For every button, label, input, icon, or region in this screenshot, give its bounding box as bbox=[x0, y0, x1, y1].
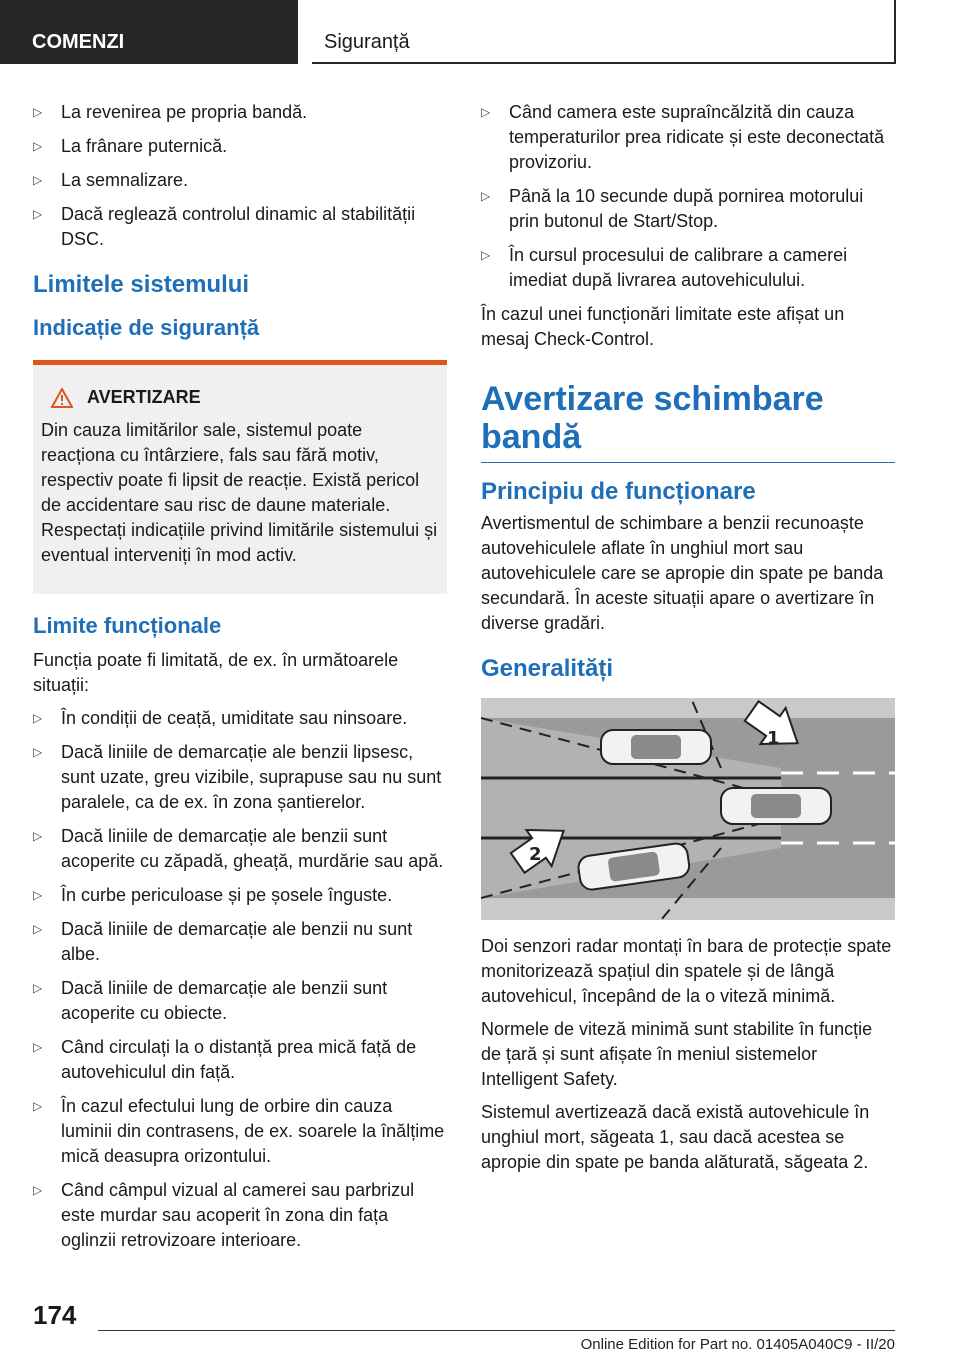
warning-paragraph: Sistemul avertizează dacă există autovehicule în unghiul mort, săgeata 1, sau dacă acestea se apropie din spate pe banda alăturată, săgeata 2. bbox=[481, 1102, 870, 1172]
list-item: ▷ Când câmpul vizual al camerei sau parbrizul este murdar sau acoperit în zona din fața oglinzii retrovizoare interioare. bbox=[33, 1180, 415, 1250]
left-column bbox=[33, 100, 447, 1262]
triangle-bullet-icon: ▷ bbox=[33, 139, 43, 153]
bullet-list-top bbox=[33, 100, 447, 252]
arrow-1-label: 1 bbox=[767, 728, 780, 749]
list-item: ▷ Când circulați la o distanță prea mică față de autovehiculul din față. bbox=[33, 1037, 417, 1082]
right-column bbox=[481, 100, 895, 1183]
triangle-bullet-icon: ▷ bbox=[481, 105, 491, 119]
triangle-bullet-icon: ▷ bbox=[33, 1183, 43, 1197]
list-item: ▷ În cursul procesului de calibrare a camerei imediat după livrarea autovehiculului. bbox=[481, 245, 848, 290]
list-item: ▷ Dacă liniile de demarcație ale benzii nu sunt albe. bbox=[33, 919, 413, 964]
warning-text: Din cauza limitărilor sale, sistemul poate reacționa cu întârziere, fals sau fără motiv, respectiv poate fi lipsit de reacție. Există pericol de accidentare sau risc de daune materiale. Respectați indicațiile privind limitările sistemului și eventual interveniți în mod activ. bbox=[41, 420, 438, 565]
heading-general: Generalități bbox=[481, 655, 614, 682]
list-item: ▷ În condiții de ceață, umiditate sau ninsoare. bbox=[33, 706, 447, 731]
lane-change-illustration bbox=[481, 698, 895, 920]
principle-text: Avertismentul de schimbare a benzii recunoaște autovehiculele aflate în unghiul mort sau autovehiculele care se apropie din spate pe banda secundară. În aceste situații apare o avertizare în diverse gradări. bbox=[481, 513, 884, 633]
list-item: ▷ Dacă liniile de demarcație ale benzii lipsesc, sunt uzate, greu vizibile, suprapuse sau nu sunt paralele, ca de ex. în zona șantierelor. bbox=[33, 742, 442, 812]
list-item: ▷ La semnalizare. bbox=[33, 168, 447, 193]
triangle-bullet-icon: ▷ bbox=[33, 922, 43, 936]
heading-principle: Principiu de funcționare bbox=[481, 478, 756, 505]
triangle-bullet-icon: ▷ bbox=[33, 1040, 43, 1054]
functional-intro: Funcția poate fi limitată, de ex. în următoarele situații: bbox=[33, 650, 399, 695]
warning-box bbox=[33, 360, 447, 594]
triangle-bullet-icon: ▷ bbox=[33, 105, 43, 119]
warning-title: AVERTIZARE bbox=[41, 385, 439, 410]
triangle-bullet-icon: ▷ bbox=[33, 745, 43, 759]
footer-divider bbox=[98, 1330, 895, 1331]
list-item: ▷ Până la 10 secunde după pornirea motorului prin butonul de Start/Stop. bbox=[481, 186, 864, 231]
list-item: ▷ Dacă liniile de demarcație ale benzii sunt acoperite cu zăpadă, gheață, murdărie sau apă. bbox=[33, 826, 444, 871]
list-item: ▷ Dacă liniile de demarcație ale benzii sunt acoperite cu obiecte. bbox=[33, 978, 388, 1023]
bullet-list-functional bbox=[33, 706, 447, 1253]
list-item: ▷ La frânare puternică. bbox=[33, 134, 447, 159]
heading-lane-change-warning: Avertizare schimbare bandă bbox=[481, 380, 895, 463]
road-diagram bbox=[481, 698, 895, 920]
triangle-bullet-icon: ▷ bbox=[33, 888, 43, 902]
triangle-bullet-icon: ▷ bbox=[33, 1099, 43, 1113]
triangle-bullet-icon: ▷ bbox=[33, 829, 43, 843]
header-separator bbox=[298, 0, 312, 64]
bullet-list-right bbox=[481, 100, 895, 293]
list-item: ▷ Dacă reglează controlul dinamic al stabilității DSC. bbox=[33, 204, 416, 249]
heading-limits: Limitele sistemului bbox=[33, 271, 250, 298]
footer-edition: Online Edition for Part no. 01405A040C9 - II/20 bbox=[580, 1336, 895, 1353]
radar-paragraph: Doi senzori radar montați în bara de protecție spate monitorizează spațiul din spatele și de lângă autovehicul, începând de la o viteză minimă. bbox=[481, 936, 892, 1006]
triangle-bullet-icon: ▷ bbox=[33, 207, 43, 221]
triangle-bullet-icon: ▷ bbox=[33, 711, 43, 725]
heading-safety: Indicație de siguranță bbox=[33, 315, 260, 340]
list-item: ▷ La revenirea pe propria bandă. bbox=[33, 100, 447, 125]
header-chapter: Siguranță bbox=[312, 0, 896, 64]
list-item: ▷ În curbe periculoase și pe șosele înguste. bbox=[33, 883, 447, 908]
limited-message: În cazul unei funcționări limitate este afișat un mesaj Check-Control. bbox=[481, 304, 845, 349]
speed-paragraph: Normele de viteză minimă sunt stabilite în funcție de țară și sunt afișate în meniul sistemelor Intelligent Safety. bbox=[481, 1019, 873, 1089]
list-item: ▷ În cazul efectului lung de orbire din cauza luminii din contrasens, de ex. soarele la înălțime mică deasupra orizontului. bbox=[33, 1096, 445, 1166]
list-item: ▷ Când camera este supraîncălzită din cauza temperaturilor prea ridicate și este deconectată provizoriu. bbox=[481, 102, 885, 172]
triangle-bullet-icon: ▷ bbox=[481, 189, 491, 203]
triangle-bullet-icon: ▷ bbox=[481, 248, 491, 262]
page-number: 174 bbox=[33, 1300, 77, 1330]
triangle-bullet-icon: ▷ bbox=[33, 981, 43, 995]
header-section: COMENZI bbox=[0, 0, 298, 64]
heading-functional-limits: Limite funcționale bbox=[33, 613, 222, 638]
triangle-bullet-icon: ▷ bbox=[33, 173, 43, 187]
arrow-2-label: 2 bbox=[529, 844, 542, 865]
warning-triangle-icon bbox=[51, 388, 73, 408]
